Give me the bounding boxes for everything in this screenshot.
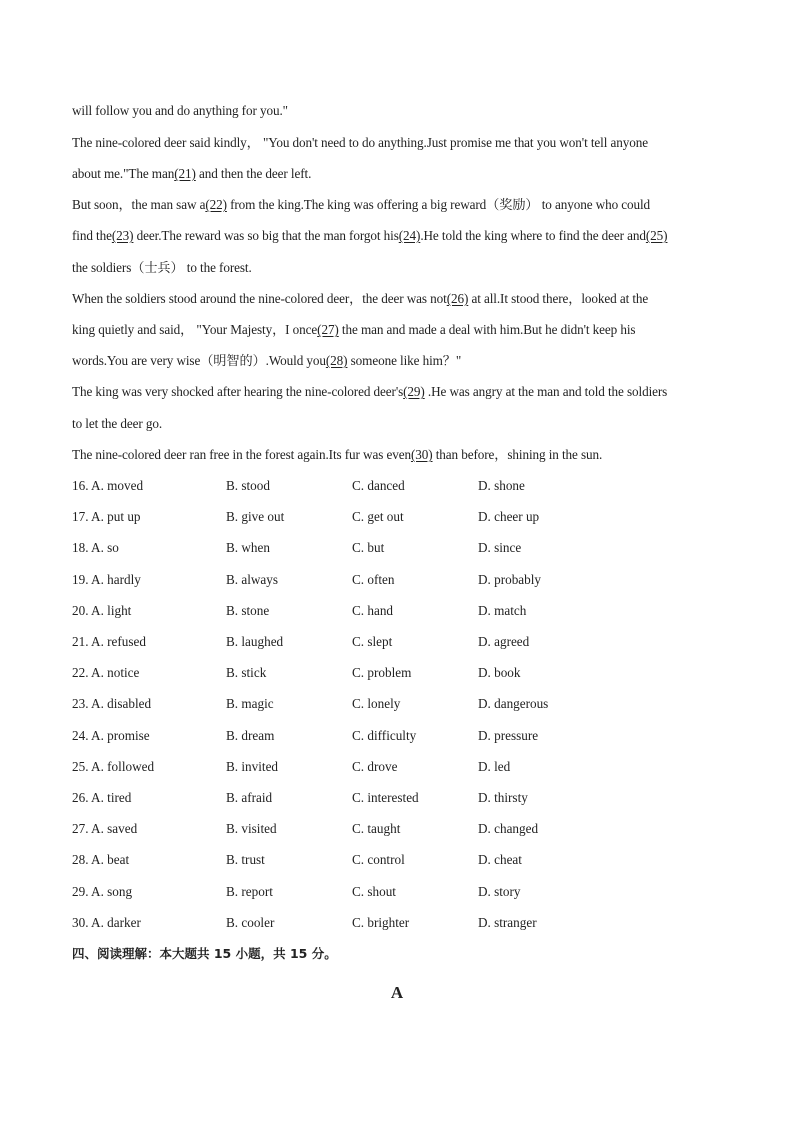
option-d: D. cheer up xyxy=(478,509,540,524)
option-c: C. interested xyxy=(352,790,419,805)
question-row xyxy=(72,601,732,621)
passage-text: deer.The reward was so big that the man forgot his xyxy=(133,228,399,243)
passage-line xyxy=(72,382,732,402)
question-row xyxy=(72,882,732,902)
option-a: 29. A. song xyxy=(72,884,133,899)
option-b: B. stick xyxy=(226,665,267,680)
option-d: D. probably xyxy=(478,572,541,587)
option-a: 27. A. saved xyxy=(72,821,138,836)
passage-line xyxy=(72,289,732,309)
question-row xyxy=(72,757,732,777)
passage-text: king quietly and said， "Your Majesty，I once xyxy=(72,322,318,337)
option-c: C. control xyxy=(352,852,405,867)
passage-line xyxy=(72,351,732,371)
passage-line xyxy=(72,133,732,153)
passage-text: than before，shining in the sun. xyxy=(432,447,603,462)
option-b: B. cooler xyxy=(226,915,275,930)
question-row xyxy=(72,788,732,808)
option-b: B. dream xyxy=(226,728,275,743)
option-c: C. shout xyxy=(352,884,396,899)
option-b: B. report xyxy=(226,884,273,899)
option-b: B. when xyxy=(226,540,270,555)
option-d: D. thirsty xyxy=(478,790,528,805)
passage-text: The nine-colored deer ran free in the forest again.Its fur was even xyxy=(72,447,411,462)
option-c: C. drove xyxy=(352,759,398,774)
option-b: B. always xyxy=(226,572,279,587)
passage-text: words.You are very wise（明智的）.Would you xyxy=(72,353,326,368)
question-row xyxy=(72,476,732,496)
blank-24: (24) xyxy=(398,228,421,243)
blank-26: (26) xyxy=(446,291,469,306)
passage-line xyxy=(72,320,732,340)
option-d: D. changed xyxy=(478,821,539,836)
option-d: D. dangerous xyxy=(478,696,549,711)
option-a: 25. A. followed xyxy=(72,759,155,774)
option-c: C. lonely xyxy=(352,696,401,711)
option-c: C. brighter xyxy=(352,915,410,930)
blank-21: (21) xyxy=(174,166,196,181)
blank-23: (23) xyxy=(111,228,134,243)
option-c: C. taught xyxy=(352,821,401,836)
option-c: C. difficulty xyxy=(352,728,417,743)
option-a: 20. A. light xyxy=(72,603,132,618)
question-row xyxy=(72,913,732,933)
blank-30: (30) xyxy=(410,447,433,462)
passage-text: The king was very shocked after hearing the nine-colored deer's xyxy=(72,384,404,399)
option-b: B. give out xyxy=(226,509,285,524)
passage-line xyxy=(72,101,732,121)
passage-text: at all.It stood there，looked at the xyxy=(468,291,649,306)
option-a: 19. A. hardly xyxy=(72,572,141,587)
option-a: 28. A. beat xyxy=(72,852,130,867)
blank-22: (22) xyxy=(205,197,227,212)
option-c: C. but xyxy=(352,540,385,555)
question-row xyxy=(72,538,732,558)
passage-text: and then the deer left. xyxy=(195,166,312,181)
option-d: D. agreed xyxy=(478,634,530,649)
option-d: D. stranger xyxy=(478,915,537,930)
option-b: B. stone xyxy=(226,603,270,618)
option-d: D. led xyxy=(478,759,511,774)
passage-text: find the xyxy=(72,228,112,243)
option-c: C. often xyxy=(352,572,395,587)
option-a: 26. A. tired xyxy=(72,790,132,805)
blank-29: (29) xyxy=(403,384,425,399)
option-a: 17. A. put up xyxy=(72,509,141,524)
passage-line xyxy=(72,164,732,184)
option-a: 23. A. disabled xyxy=(72,696,152,711)
passage-text: will follow you and do anything for you." xyxy=(72,103,288,118)
passage-text: The nine-colored deer said kindly， "You don't need to do anything.Just promise me that you won't tell anyone xyxy=(72,135,648,150)
section-heading: 四、阅读理解：本大题共 15 小题，共 15 分。 xyxy=(72,946,337,961)
option-d: D. shone xyxy=(478,478,525,493)
option-d: D. story xyxy=(478,884,521,899)
question-row xyxy=(72,694,732,714)
passage-text: the soldiers（士兵） to the forest. xyxy=(72,260,252,275)
question-row xyxy=(72,570,732,590)
blank-27: (27) xyxy=(317,322,339,337)
option-d: D. book xyxy=(478,665,521,680)
option-c: C. slept xyxy=(352,634,393,649)
passage-text: the man and made a deal with him.But he didn't keep his xyxy=(338,322,636,337)
option-b: B. magic xyxy=(226,696,274,711)
option-b: B. visited xyxy=(226,821,277,836)
question-row xyxy=(72,819,732,839)
question-row xyxy=(72,726,732,746)
option-a: 22. A. notice xyxy=(72,665,140,680)
option-c: C. problem xyxy=(352,665,412,680)
option-b: B. afraid xyxy=(226,790,273,805)
option-c: C. get out xyxy=(352,509,404,524)
passage-letter: A xyxy=(390,983,404,1002)
question-row xyxy=(72,663,732,683)
blank-28: (28) xyxy=(325,353,348,368)
option-b: B. laughed xyxy=(226,634,284,649)
passage-text: from the king.The king was offering a big reward（奖励） to anyone who could xyxy=(226,197,651,212)
passage-line xyxy=(72,258,732,278)
question-row xyxy=(72,632,732,652)
option-d: D. since xyxy=(478,540,522,555)
option-a: 16. A. moved xyxy=(72,478,144,493)
passage-text: someone like him？" xyxy=(347,353,462,368)
passage-text: .He was angry at the man and told the soldiers xyxy=(424,384,668,399)
option-d: D. match xyxy=(478,603,527,618)
option-c: C. hand xyxy=(352,603,394,618)
option-a: 24. A. promise xyxy=(72,728,150,743)
passage-text: But soon，the man saw a xyxy=(72,197,206,212)
passage-text: to let the deer go. xyxy=(72,416,163,431)
option-c: C. danced xyxy=(352,478,405,493)
passage-text: .He told the king where to find the deer and xyxy=(420,228,646,243)
passage-text: about me."The man xyxy=(72,166,175,181)
option-b: B. invited xyxy=(226,759,279,774)
passage-line xyxy=(72,445,732,465)
passage-line xyxy=(72,226,732,246)
passage-text: When the soldiers stood around the nine-colored deer，the deer was not xyxy=(72,291,447,306)
question-row xyxy=(72,850,732,870)
option-a: 18. A. so xyxy=(72,540,119,555)
option-a: 21. A. refused xyxy=(72,634,146,649)
option-d: D. pressure xyxy=(478,728,539,743)
blank-25: (25) xyxy=(645,228,668,243)
option-d: D. cheat xyxy=(478,852,522,867)
passage-line xyxy=(72,414,732,434)
option-b: B. trust xyxy=(226,852,265,867)
passage-line xyxy=(72,195,732,215)
option-b: B. stood xyxy=(226,478,270,493)
option-a: 30. A. darker xyxy=(72,915,141,930)
question-row xyxy=(72,507,732,527)
